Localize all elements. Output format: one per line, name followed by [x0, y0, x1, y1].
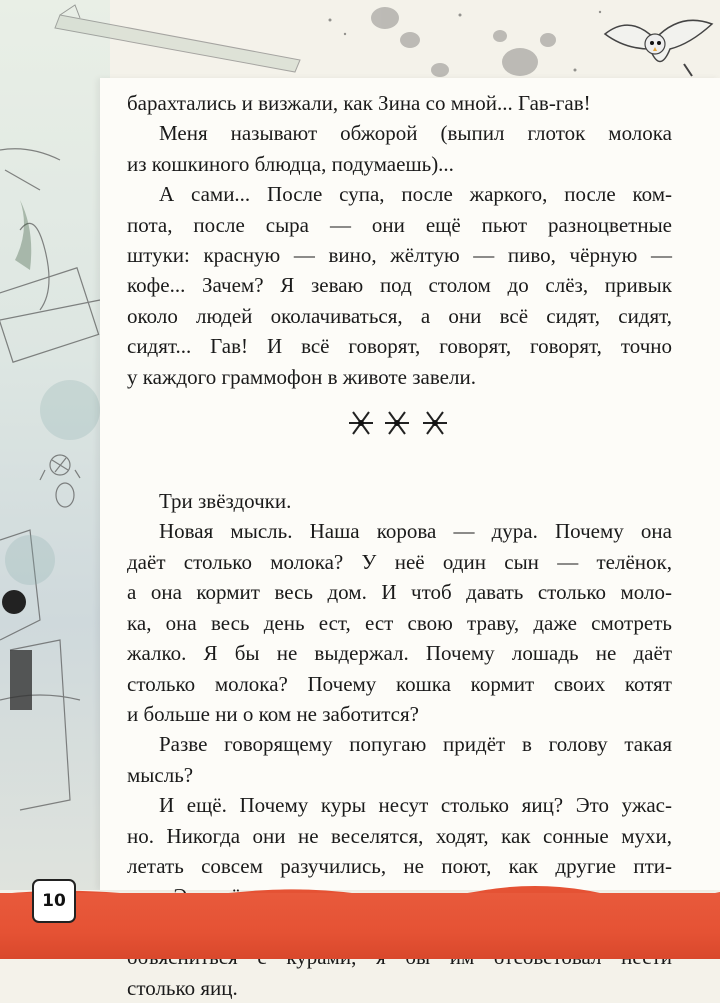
story-text — [127, 88, 672, 1003]
text-line: Три звёздочки. — [159, 489, 292, 514]
text-line: столько молока? Почему кошка кормит своих котят — [127, 671, 672, 696]
text-line: Меня называют обжорой (выпил глоток молока — [159, 121, 672, 146]
text-line: летать совсем разучились, не поют, как другие пти- — [127, 853, 672, 878]
text-line: у каждого граммофон в животе завели. — [127, 364, 476, 389]
text-line: и больше ни о ком не заботится? — [127, 701, 419, 726]
text-line: барахтались и визжали, как Зина со мной... Гав-гав! — [127, 91, 591, 115]
page-number: 10 — [32, 879, 76, 923]
left-illustration — [0, 0, 110, 890]
text-line: жалко. Я бы не выдержал. Почему лошадь не даёт — [127, 641, 672, 666]
text-line: а она кормит весь дом. И чтоб давать столько моло- — [127, 580, 672, 605]
text-block-before-stars — [127, 88, 672, 392]
text-line: кофе... Зачем? Я зеваю под столом до слёз, привык — [127, 273, 672, 298]
text-line: около людей околачиваться, а они всё сидят, сидят, — [127, 303, 672, 328]
text-line: А сами... После супа, после жаркого, после ком- — [159, 182, 672, 207]
three-stars-separator — [127, 408, 672, 464]
text-line: сидят... Гав! И всё говорят, говорят, говорят, точно — [127, 334, 672, 359]
text-line: мысль? — [127, 762, 194, 787]
asterism-icon — [345, 408, 455, 438]
text-line: даёт столько молока? У неё один сын — телёнок, — [127, 549, 672, 574]
text-line: И ещё. Почему куры несут столько яиц? Это ужас- — [159, 793, 672, 818]
text-line: из кошкиного блюдца, подумаешь)... — [127, 151, 454, 176]
footer-band — [0, 893, 720, 959]
text-line: Разве говорящему попугаю придёт в голову такая — [159, 732, 672, 757]
text-line: но. Никогда они не веселятся, ходят, как сонные мухи, — [127, 823, 672, 848]
text-line: штуки: красную — вино, жёлтую — пиво, чёрную — — [127, 243, 672, 268]
text-line: ка, она весь день ест, ест свою траву, даже смотреть — [127, 610, 672, 635]
text-line: пота, после сыра — они ещё пьют разноцветные — [127, 212, 672, 237]
bird-illustration — [600, 4, 715, 89]
text-line: Новая мысль. Наша корова — дура. Почему она — [159, 519, 672, 544]
text-line: столько яиц. — [127, 975, 238, 1000]
